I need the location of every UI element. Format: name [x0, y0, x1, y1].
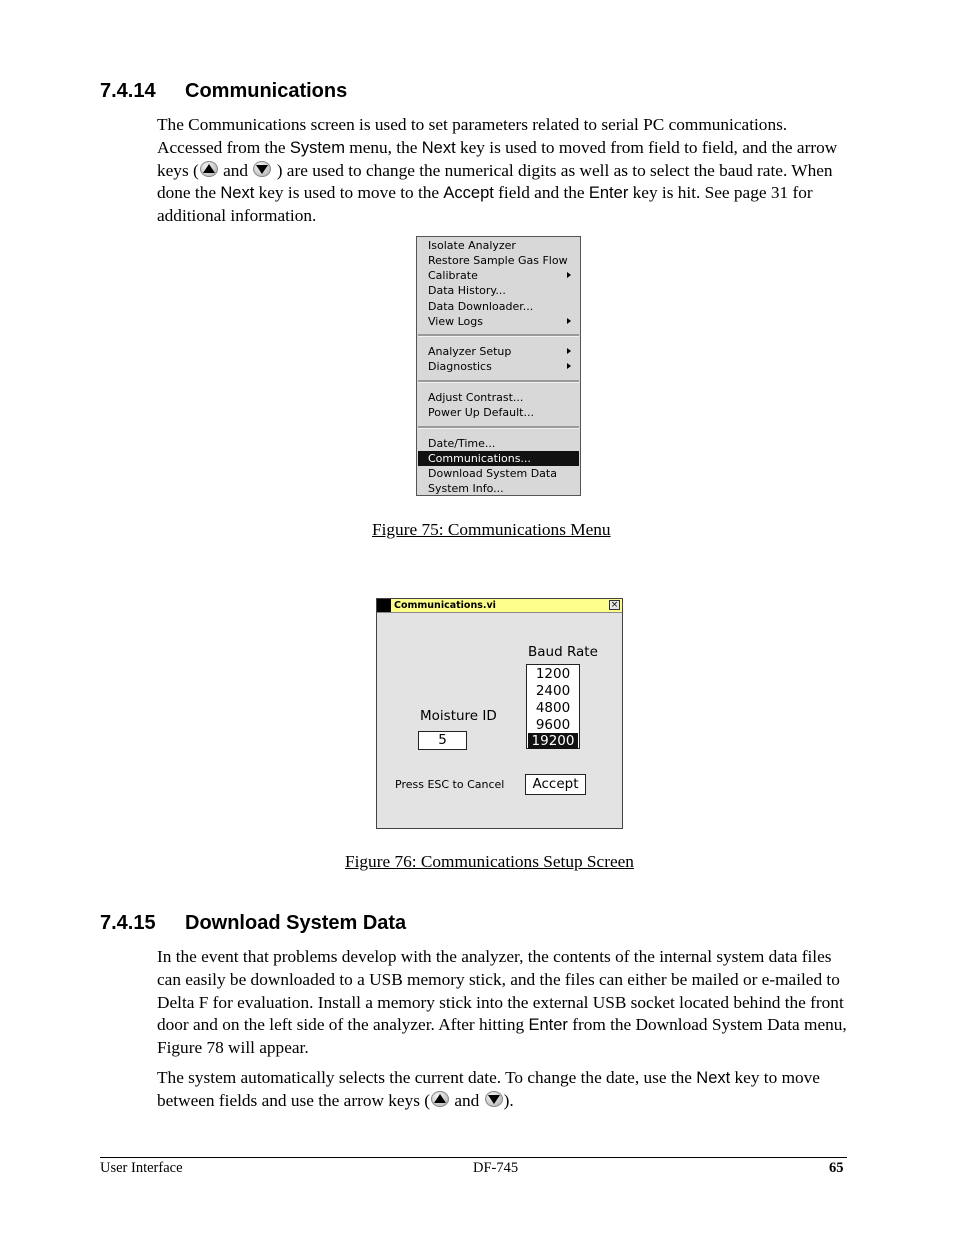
baud-option-4800[interactable]: 4800 [535, 700, 571, 716]
menu-separator [418, 380, 579, 383]
text-run: field and the [493, 183, 589, 203]
footer-section-name: User Interface [100, 1160, 183, 1176]
baud-rate-list[interactable] [526, 664, 580, 749]
text-run: and [223, 160, 249, 180]
close-icon[interactable]: × [610, 600, 619, 610]
menu-item-label: Diagnostics [428, 360, 492, 373]
accept-button[interactable]: Accept [525, 774, 586, 795]
keyword-system: System [289, 138, 345, 157]
submenu-arrow-icon [567, 348, 571, 354]
menu-item-system-info[interactable]: System Info... [428, 482, 504, 495]
keyword-next: Next [421, 138, 456, 157]
text-run: The system automatically selects the current date. To change the date, use the [157, 1068, 697, 1087]
menu-item-data-history[interactable]: Data History... [428, 284, 506, 297]
menu-item-label: View Logs [428, 315, 483, 328]
footer-document-id: DF-745 [473, 1160, 519, 1176]
text-run: ) are used to change the numerical digits as well as to select the baud rate. When done the [157, 160, 833, 203]
keyword-accept: Accept [443, 184, 494, 203]
text-run: The Communications screen is used to set parameters related to serial PC communications. Accessed from the [157, 115, 788, 157]
section-heading-download-system-data [100, 912, 406, 935]
moisture-id-label: Moisture ID [420, 708, 497, 724]
baud-option-19200-selected[interactable]: 19200 [528, 733, 578, 749]
down-arrow-key-icon [484, 1090, 504, 1108]
text-run: and [454, 1090, 480, 1110]
keyword-enter: Enter [528, 1016, 568, 1035]
download-paragraph-2 [157, 1067, 847, 1113]
menu-item-view-logs[interactable] [418, 314, 579, 329]
text-run: key is used to move to the [254, 183, 444, 203]
submenu-arrow-icon [567, 272, 571, 278]
text-run: key to move between fields and use the arrow keys ( [157, 1068, 820, 1110]
text-run: menu, the [344, 137, 422, 157]
menu-item-communications[interactable]: Communications... [418, 451, 579, 466]
menu-separator [418, 426, 579, 429]
menu-item-isolate-analyzer[interactable]: Isolate Analyzer [428, 239, 516, 252]
menu-item-diagnostics[interactable] [418, 359, 579, 374]
esc-cancel-hint: Press ESC to Cancel [395, 778, 505, 791]
text-run: key is hit. See page 31 for additional information. [157, 183, 813, 226]
baud-option-9600[interactable]: 9600 [535, 717, 571, 733]
window-icon [377, 599, 391, 612]
menu-item-download-system-data[interactable]: Download System Data [428, 467, 557, 480]
footer-rule [100, 1157, 847, 1158]
figure-76-caption: Figure 76: Communications Setup Screen [345, 852, 634, 871]
baud-rate-label: Baud Rate [528, 644, 598, 660]
dialog-title: Communications.vi [394, 600, 496, 611]
keyword-next: Next [696, 1069, 731, 1087]
section-title: Download System Data [185, 912, 407, 934]
menu-item-data-downloader[interactable]: Data Downloader... [428, 300, 534, 313]
communications-dialog [376, 598, 623, 829]
menu-item-adjust-contrast[interactable]: Adjust Contrast... [428, 391, 524, 404]
section-heading-communications [100, 80, 347, 103]
up-arrow-key-icon [430, 1090, 450, 1108]
text-run: In the event that problems develop with the analyzer, the contents of the internal system data files can easily be downloaded to a USB memory stick, and the files can either be mailed or e-mailed to Delta F for evaluation. Install a memory stick into the external USB socket located behind the front door and on the left side of the analyzer. After hitting [157, 947, 844, 1035]
section-number: 7.4.15 [100, 912, 156, 934]
text-run: ). [503, 1090, 514, 1110]
moisture-id-field[interactable]: 5 [418, 731, 467, 750]
menu-item-date-time[interactable]: Date/Time... [428, 437, 496, 450]
dialog-titlebar [377, 599, 622, 613]
keyword-next: Next [220, 184, 255, 203]
menu-separator [418, 334, 579, 337]
footer-page-number: 65 [829, 1160, 844, 1176]
menu-item-label: Calibrate [428, 269, 478, 282]
system-menu [416, 236, 581, 496]
menu-item-label: Analyzer Setup [428, 345, 512, 358]
baud-option-1200[interactable]: 1200 [535, 666, 571, 682]
up-arrow-key-icon [199, 160, 219, 178]
download-paragraph-1 [157, 946, 847, 1060]
text-run: from the Download System Data menu, Figure 78 will appear. [157, 1015, 847, 1058]
menu-item-calibrate[interactable] [418, 268, 579, 283]
baud-option-2400[interactable]: 2400 [535, 683, 571, 699]
menu-item-analyzer-setup[interactable] [418, 344, 579, 359]
keyword-enter: Enter [588, 184, 629, 203]
menu-item-restore-sample-gas-flow[interactable]: Restore Sample Gas Flow [428, 254, 568, 267]
section-number: 7.4.14 [100, 80, 156, 102]
section-title: Communications [185, 80, 348, 102]
communications-paragraph [157, 114, 847, 228]
figure-75-caption: Figure 75: Communications Menu [372, 520, 611, 539]
submenu-arrow-icon [567, 318, 571, 324]
menu-item-power-up-default[interactable]: Power Up Default... [428, 406, 534, 419]
text-run: key is used to moved from field to field, and the arrow keys ( [157, 137, 838, 180]
down-arrow-key-icon [252, 160, 272, 178]
submenu-arrow-icon [567, 363, 571, 369]
